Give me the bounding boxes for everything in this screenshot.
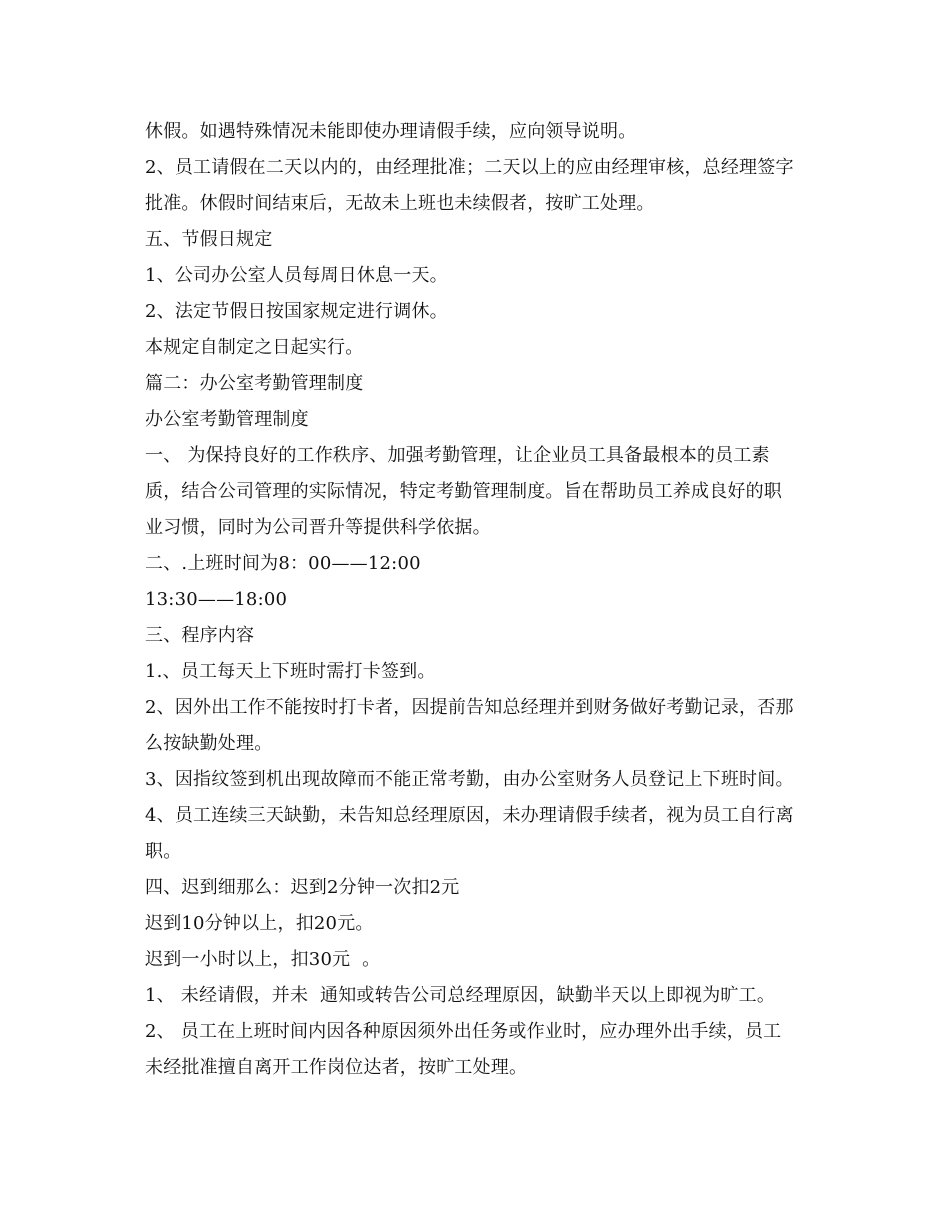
section-heading: 二、.上班时间为8：00——12:00 (145, 553, 421, 574)
text-line: 质，结合公司管理的实际情况，特定考勤管理制度。旨在帮助员工养成良好的职 (145, 481, 782, 502)
text-line: 业习惯，同时为公司晋升等提供科学依据。 (145, 517, 491, 538)
text-line: 未经批准擅自离开工作岗位达者，按旷工处理。 (145, 1057, 528, 1078)
text-line: 1、 未经请假，并未 通知或转告公司总经理原因，缺勤半天以上即视为旷工。 (145, 985, 776, 1006)
text-line: 迟到一小时以上，扣30元 。 (145, 949, 381, 970)
text-line: 么按缺勤处理。 (145, 733, 273, 754)
text-line: 1、公司办公室人员每周日休息一天。 (145, 265, 448, 286)
document-title: 办公室考勤管理制度 (145, 409, 309, 430)
text-line: 本规定自制定之日起实行。 (145, 337, 364, 358)
text-line: 13:30——18:00 (145, 589, 288, 610)
text-line: 3、因指纹签到机出现故障而不能正常考勤，由办公室财务人员登记上下班时间。 (145, 769, 794, 790)
text-line: 2、法定节假日按国家规定进行调休。 (145, 301, 448, 322)
text-line: 1.、员工每天上下班时需打卡签到。 (145, 661, 436, 682)
text-line: 2、 员工在上班时间内因各种原因须外出任务或作业时，应办理外出手续，员工 (145, 1021, 782, 1042)
text-line: 批准。休假时间结束后，无故未上班也未续假者，按旷工处理。 (145, 193, 655, 214)
section-heading: 四、迟到细那么：迟到2分钟一次扣2元 (145, 877, 460, 898)
text-line: 2、员工请假在二天以内的，由经理批准；二天以上的应由经理审核，总经理签字 (145, 157, 794, 178)
chapter-heading: 篇二：办公室考勤管理制度 (145, 373, 364, 394)
text-line: 4、员工连续三天缺勤，未告知总经理原因，未办理请假手续者，视为员工自行离 (145, 805, 794, 826)
text-line: 职。 (145, 841, 182, 862)
text-line: 一、 为保持良好的工作秩序、加强考勤管理，让企业员工具备最根本的员工素 (145, 445, 770, 466)
document-body (145, 114, 810, 1086)
text-line: 2、因外出工作不能按时打卡者，因提前告知总经理并到财务做好考勤记录，否那 (145, 697, 794, 718)
text-line: 休假。如遇特殊情况未能即使办理请假手续，应向领导说明。 (145, 121, 637, 142)
text-line: 迟到10分钟以上，扣20元。 (145, 913, 374, 934)
section-heading: 五、节假日规定 (145, 229, 273, 250)
section-heading: 三、程序内容 (145, 625, 255, 646)
